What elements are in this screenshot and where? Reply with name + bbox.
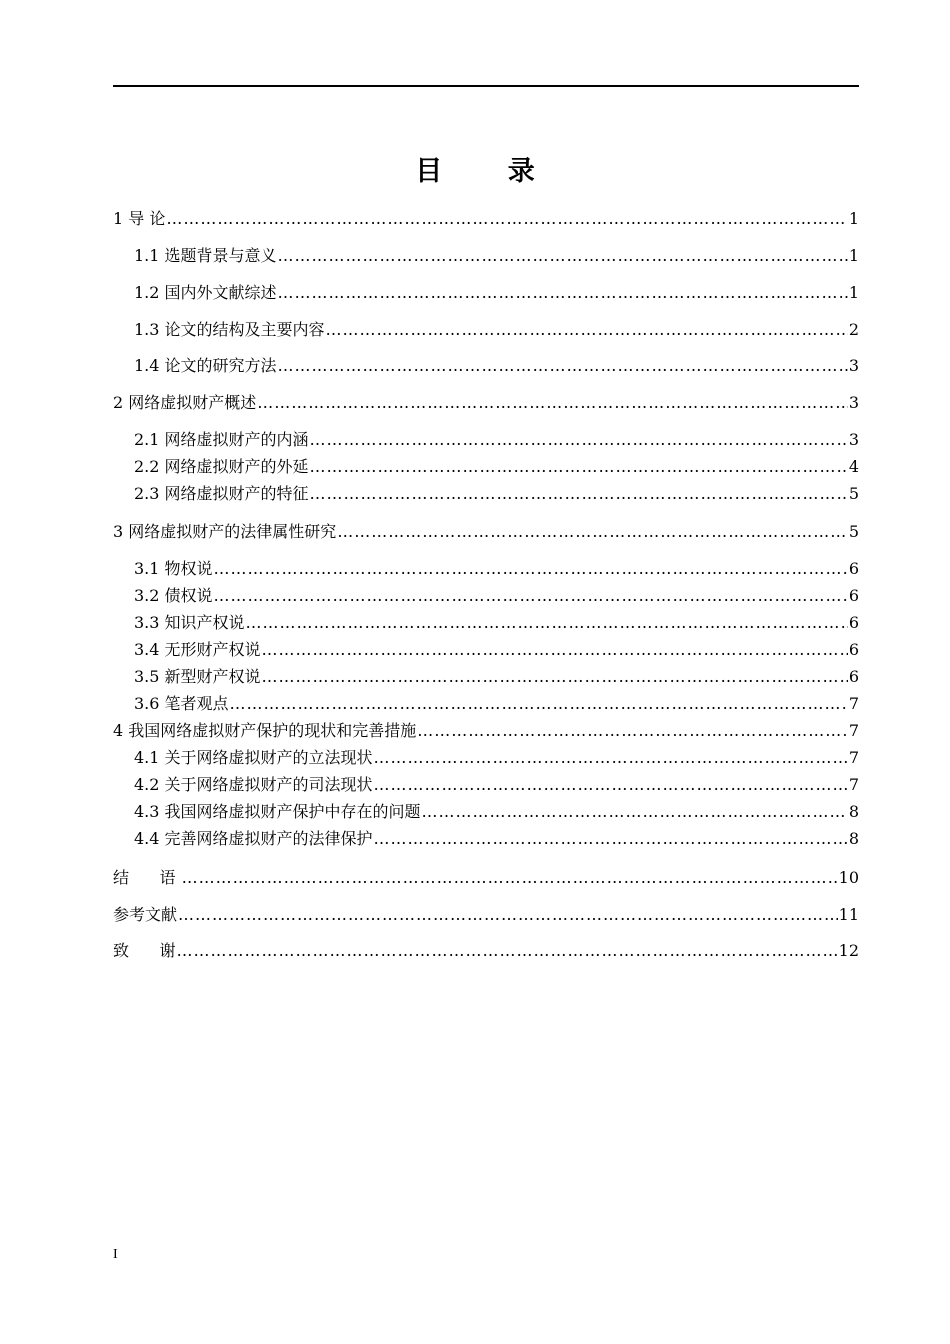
toc-entry[interactable] bbox=[134, 747, 859, 769]
toc-entry-page: 6 bbox=[848, 613, 859, 632]
toc-leader-dots bbox=[246, 612, 848, 634]
toc-entry-label: 2 网络虚拟财产概述 bbox=[113, 393, 257, 412]
toc-leader-dots bbox=[278, 355, 848, 377]
toc-entry-label: 结 语 bbox=[113, 868, 181, 887]
toc-entry-label: 致 谢 bbox=[113, 941, 176, 960]
toc-leader-dots bbox=[310, 483, 848, 505]
toc-leader-dots bbox=[177, 940, 838, 962]
toc-entry-page: 6 bbox=[848, 559, 859, 578]
toc-entry-label: 3.5 新型财产权说 bbox=[134, 667, 261, 686]
toc-entry-label: 参考文献 bbox=[113, 905, 178, 924]
toc-entry-label: 2.1 网络虚拟财产的内涵 bbox=[134, 430, 309, 449]
toc-entry-label: 3 网络虚拟财产的法律属性研究 bbox=[113, 522, 337, 541]
toc-entry-label: 2.3 网络虚拟财产的特征 bbox=[134, 484, 309, 503]
toc-entry-label: 1.2 国内外文献综述 bbox=[134, 283, 277, 302]
toc-entry-label: 4.4 完善网络虚拟财产的法律保护 bbox=[134, 829, 373, 848]
toc-entry-page: 7 bbox=[848, 748, 859, 767]
toc-leader-dots bbox=[374, 774, 848, 796]
toc-leader-dots bbox=[278, 245, 848, 267]
toc-entry-label: 1.4 论文的研究方法 bbox=[134, 356, 277, 375]
toc-leader-dots bbox=[182, 867, 838, 889]
toc-entry[interactable] bbox=[113, 208, 859, 230]
toc-entry-page: 8 bbox=[848, 802, 859, 821]
toc-leader-dots bbox=[310, 429, 848, 451]
toc-leader-dots bbox=[422, 801, 848, 823]
toc-entry-page: 1 bbox=[848, 209, 859, 228]
toc-entry-label: 3.6 笔者观点 bbox=[134, 694, 229, 713]
toc-entry-page: 6 bbox=[848, 667, 859, 686]
toc-entry[interactable] bbox=[134, 666, 859, 688]
toc-entry-label: 1.1 选题背景与意义 bbox=[134, 246, 277, 265]
toc-entry-label: 3.2 债权说 bbox=[134, 586, 213, 605]
toc-leader-dots bbox=[257, 392, 848, 414]
toc-entry-label: 3.3 知识产权说 bbox=[134, 613, 245, 632]
toc-entry[interactable] bbox=[134, 355, 859, 377]
toc-entry-page: 7 bbox=[848, 775, 859, 794]
toc-entry-page: 4 bbox=[848, 457, 859, 476]
toc-entry[interactable] bbox=[134, 456, 859, 478]
toc-entry-page: 7 bbox=[848, 694, 859, 713]
toc-entry[interactable] bbox=[134, 801, 859, 823]
toc-leader-dots bbox=[374, 828, 848, 850]
toc-entry[interactable] bbox=[134, 483, 859, 505]
toc-leader-dots bbox=[166, 208, 847, 230]
page-title: 目 录 bbox=[415, 156, 563, 187]
toc-entry-page: 3 bbox=[848, 430, 859, 449]
toc-entry[interactable] bbox=[134, 558, 859, 580]
toc-leader-dots bbox=[310, 456, 848, 478]
toc-leader-dots bbox=[214, 558, 848, 580]
toc-leader-dots bbox=[337, 521, 848, 543]
toc-entry-page: 3 bbox=[848, 356, 859, 375]
toc-entry-page: 10 bbox=[838, 868, 859, 887]
toc-entry-page: 1 bbox=[848, 283, 859, 302]
toc-entry-label: 1.3 论文的结构及主要内容 bbox=[134, 320, 325, 339]
toc-leader-dots bbox=[214, 585, 848, 607]
toc-entry-page: 8 bbox=[848, 829, 859, 848]
toc-leader-dots bbox=[326, 319, 848, 341]
toc-entry-page: 12 bbox=[838, 941, 859, 960]
toc-entry[interactable] bbox=[134, 282, 859, 304]
toc-entry-page: 5 bbox=[848, 484, 859, 503]
header-rule bbox=[113, 85, 859, 87]
toc-entry-label: 2.2 网络虚拟财产的外延 bbox=[134, 457, 309, 476]
toc-entry-page: 11 bbox=[838, 905, 859, 924]
toc-entry[interactable] bbox=[134, 245, 859, 267]
toc-entry-page: 7 bbox=[848, 721, 859, 740]
toc-entry-label: 3.4 无形财产权说 bbox=[134, 640, 261, 659]
toc-leader-dots bbox=[417, 720, 848, 742]
toc-entry-label: 1 导 论 bbox=[113, 209, 166, 228]
toc-entry[interactable] bbox=[113, 904, 859, 926]
toc-entry[interactable] bbox=[134, 612, 859, 634]
toc-entry[interactable] bbox=[134, 319, 859, 341]
toc-entry[interactable] bbox=[113, 521, 859, 543]
toc-leader-dots bbox=[262, 639, 848, 661]
toc-entry[interactable] bbox=[134, 429, 859, 451]
toc-entry-page: 1 bbox=[848, 246, 859, 265]
page-number: I bbox=[113, 1247, 118, 1262]
toc-entry-label: 4.1 关于网络虚拟财产的立法现状 bbox=[134, 748, 373, 767]
toc-entry[interactable] bbox=[134, 639, 859, 661]
toc-entry[interactable] bbox=[113, 392, 859, 414]
toc-leader-dots bbox=[230, 693, 848, 715]
toc-entry[interactable] bbox=[113, 867, 859, 889]
toc-entry[interactable] bbox=[134, 774, 859, 796]
toc-entry-page: 3 bbox=[848, 393, 859, 412]
toc-entry-label: 4.2 关于网络虚拟财产的司法现状 bbox=[134, 775, 373, 794]
toc-leader-dots bbox=[178, 904, 838, 926]
toc-entry-label: 3.1 物权说 bbox=[134, 559, 213, 578]
toc-leader-dots bbox=[262, 666, 848, 688]
toc-entry-page: 5 bbox=[848, 522, 859, 541]
toc-leader-dots bbox=[374, 747, 848, 769]
toc-entry-label: 4 我国网络虚拟财产保护的现状和完善措施 bbox=[113, 721, 417, 740]
toc-entry[interactable] bbox=[134, 585, 859, 607]
toc-entry-page: 6 bbox=[848, 640, 859, 659]
toc-entry-page: 6 bbox=[848, 586, 859, 605]
toc-entry[interactable] bbox=[134, 828, 859, 850]
toc-entry[interactable] bbox=[113, 940, 859, 962]
toc-entry-page: 2 bbox=[848, 320, 859, 339]
toc-leader-dots bbox=[278, 282, 848, 304]
toc-entry-label: 4.3 我国网络虚拟财产保护中存在的问题 bbox=[134, 802, 421, 821]
toc-entry[interactable] bbox=[134, 693, 859, 715]
toc-entry[interactable] bbox=[113, 720, 859, 742]
